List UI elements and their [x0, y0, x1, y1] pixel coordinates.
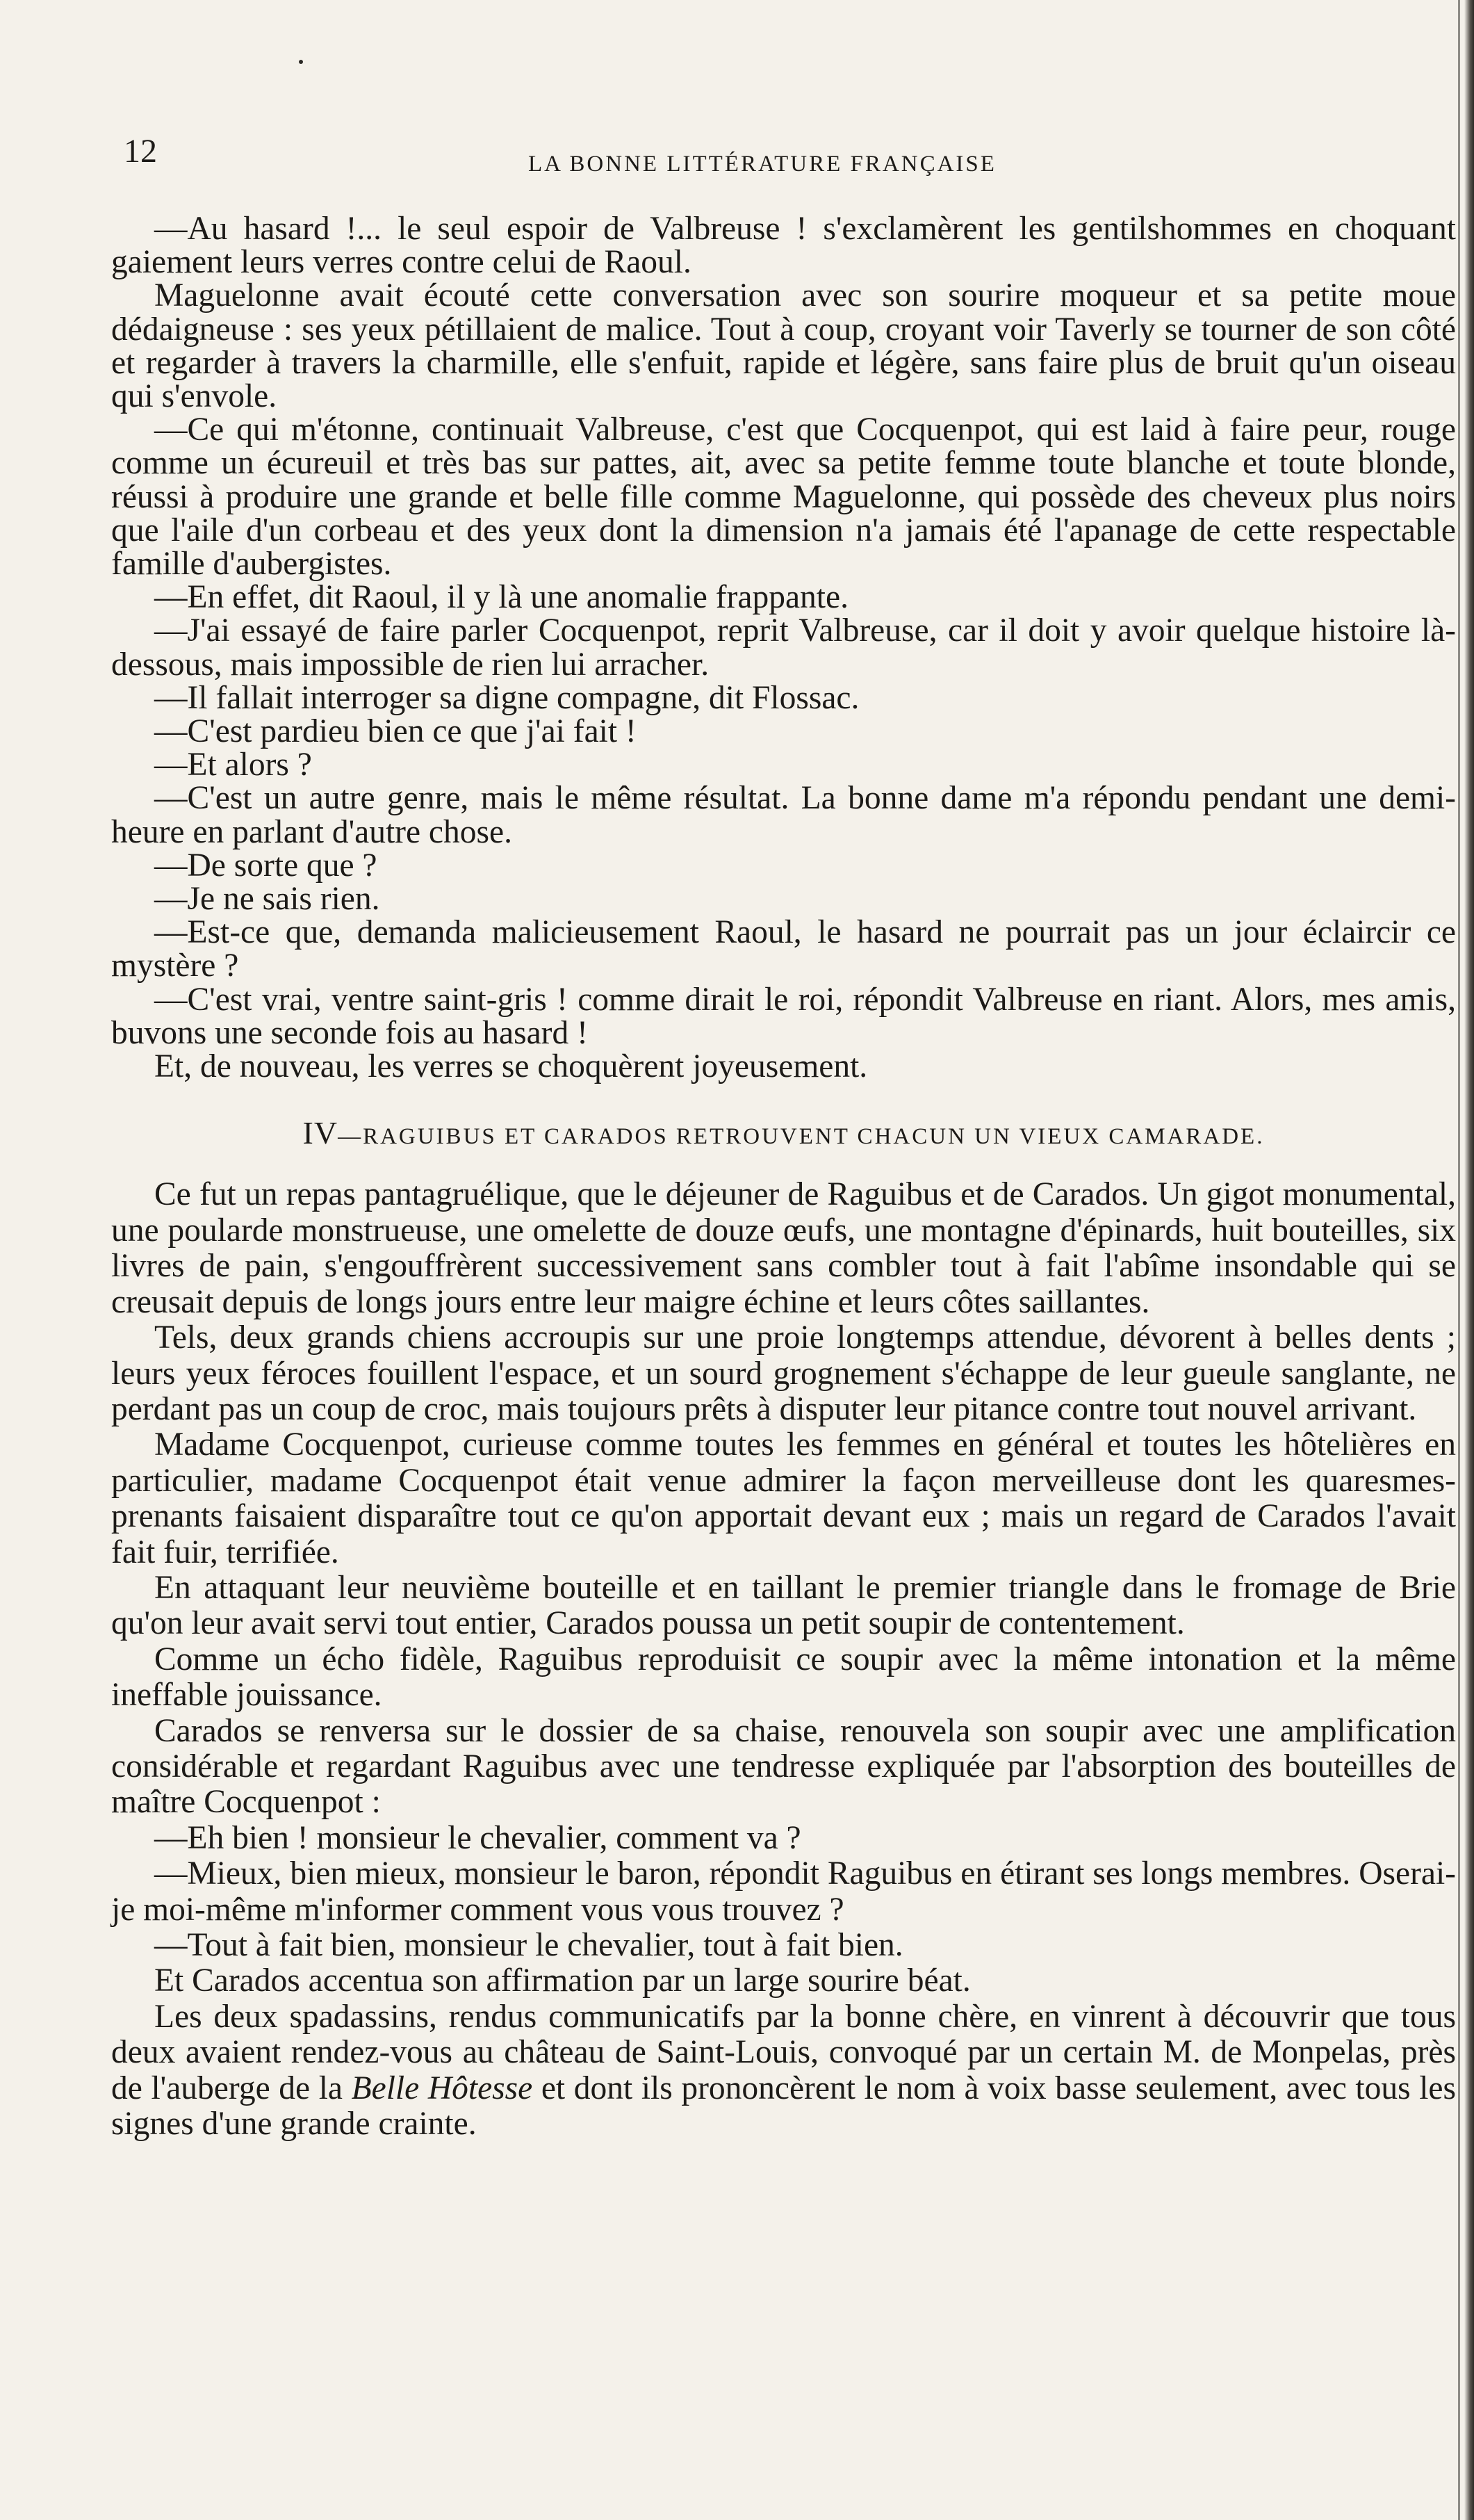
paragraph: —C'est vrai, ventre saint-gris ! comme dirait le roi, répondit Valbreuse en riant. Alors, mes amis, buvons une seconde fois au hasard !: [111, 981, 1456, 1051]
section-1: [111, 212, 1456, 1083]
paragraph-text: Les deux spadassins, rendus communicatifs par la bonne chère, en vinrent à découvrir que tous deux avaient rendez-vous au château de Saint-Louis, convoqué par un certain M. de Monpelas, près de l'auberge de la: [111, 1998, 1456, 2106]
paragraph: —Il fallait interroger sa digne compagne, dit Flossac.: [154, 679, 860, 716]
inn-name: Belle Hôtesse: [351, 2070, 533, 2106]
paragraph: Carados se renversa sur le dossier de sa chaise, renouvela son soupir avec une amplification considérable et regardant Raguibus avec une tendresse expliquée par l'absorption des bouteilles de maître Cocquenpot :: [111, 1712, 1456, 1821]
paragraph: Ce fut un repas pantagruélique, que le déjeuner de Raguibus et de Carados. Un gigot monumental, une poularde monstrueuse, une omelette de douze œufs, une montagne d'épinards, huit bouteilles, six livres de pain, s'engouffrèrent successivement sans combler tout à fait l'abîme insondable qui se creusait depuis de longs jours entre leur maigre échine et leurs côtes saillantes.: [111, 1176, 1456, 1320]
paragraph: —Tout à fait bien, monsieur le chevalier, tout à fait bien.: [154, 1927, 903, 1964]
paragraph: Et Carados accentua son affirmation par un large sourire béat.: [154, 1962, 971, 1999]
binding-shadow: [1458, 0, 1460, 2520]
section-2: [111, 1177, 1456, 2142]
paragraph: —En effet, dit Raoul, il y là une anomalie frappante.: [154, 579, 849, 616]
page-number: 12: [124, 133, 157, 170]
paragraph: —J'ai essayé de faire parler Cocquenpot, reprit Valbreuse, car il doit y avoir quelque histoire là-dessous, mais impossible de rien lui arracher.: [111, 612, 1456, 683]
paragraph: Et, de nouveau, les verres se choquèrent joyeusement.: [154, 1048, 868, 1085]
running-title: LA BONNE LITTÉRATURE FRANÇAISE: [528, 152, 997, 177]
chapter-numeral: IV: [302, 1115, 338, 1151]
paragraph: —Eh bien ! monsieur le chevalier, comment va ?: [154, 1819, 801, 1856]
paragraph: En attaquant leur neuvième bouteille et en taillant le premier triangle dans le fromage de Brie qu'on leur avait servi tout entier, Carados poussa un petit soupir de contentement.: [111, 1569, 1456, 1642]
paragraph: Madame Cocquenpot, curieuse comme toutes les femmes en général et toutes les hôtelières en particulier, madame Cocquenpot était venue admirer la façon merveilleuse dont les quaresmes-prenants faisaient disparaître tout ce qu'on apportait devant eux ; mais un regard de Carados l'avait fait fuir, terrifiée.: [111, 1426, 1456, 1570]
paragraph: Tels, deux grands chiens accroupis sur une proie longtemps attendue, dévorent à belles dents ; leurs yeux féroces fouillent l'espace, et un sourd grognement s'échappe de leur gueule sanglante, ne perdant pas un coup de croc, mais toujours prêts à disputer leur pitance contre tout nouvel arrivant.: [111, 1319, 1456, 1427]
paragraph: —C'est pardieu bien ce que j'ai fait !: [154, 713, 637, 750]
chapter-heading: [111, 1116, 1456, 1153]
paragraph: Maguelonne avait écouté cette conversation avec son sourire moqueur et sa petite moue dédaigneuse : ses yeux pétillaient de malice. Tout à coup, croyant voir Taverly se tourner de son côté et regarder à travers la charmille, elle s'enfuit, rapide et légère, sans faire plus de bruit qu'un oiseau qui s'envole.: [111, 277, 1456, 415]
paragraph: —Et alors ?: [154, 747, 312, 783]
paragraph: Comme un écho fidèle, Raguibus reproduisit ce soupir avec la même intonation et la même ineffable jouissance.: [111, 1641, 1456, 1714]
paragraph: —C'est un autre genre, mais le même résultat. La bonne dame m'a répondu pendant une demi-heure en parlant d'autre chose.: [111, 780, 1456, 850]
paragraph-text: et dont ils prononcèrent le nom à voix basse seulement, avec tous les signes d'une grande crainte.: [111, 2070, 1456, 2143]
paragraph-final: [111, 1999, 1456, 2143]
ink-speck: [299, 60, 303, 64]
page-edge: [1464, 0, 1474, 2520]
paragraph: —De sorte que ?: [154, 847, 377, 884]
chapter-title: —RAGUIBUS ET CARADOS RETROUVENT CHACUN UN VIEUX CAMARADE.: [338, 1124, 1265, 1150]
paragraph: —Ce qui m'étonne, continuait Valbreuse, c'est que Cocquenpot, qui est laid à faire peur, rouge comme un écureuil et très bas sur pattes, ait, avec sa petite femme toute blanche et toute blonde, réussi à produire une grande et belle fille comme Maguelonne, qui possède des cheveux plus noirs que l'aile d'un corbeau et des yeux dont la dimension n'a jamais été l'apanage de cette respectable famille d'aubergistes.: [111, 412, 1456, 583]
paragraph: —Au hasard !... le seul espoir de Valbreuse ! s'exclamèrent les gentilshommes en choquant gaiement leurs verres contre celui de Raoul.: [111, 211, 1456, 281]
paragraph: —Je ne sais rien.: [154, 881, 380, 918]
paragraph: —Est-ce que, demanda malicieusement Raoul, le hasard ne pourrait pas un jour éclaircir ce mystère ?: [111, 914, 1456, 984]
body-text: [111, 212, 1456, 2142]
paragraph: —Mieux, bien mieux, monsieur le baron, répondit Raguibus en étirant ses longs membres. Oserai-je moi-même m'informer comment vous vous trouvez ?: [111, 1855, 1456, 1928]
